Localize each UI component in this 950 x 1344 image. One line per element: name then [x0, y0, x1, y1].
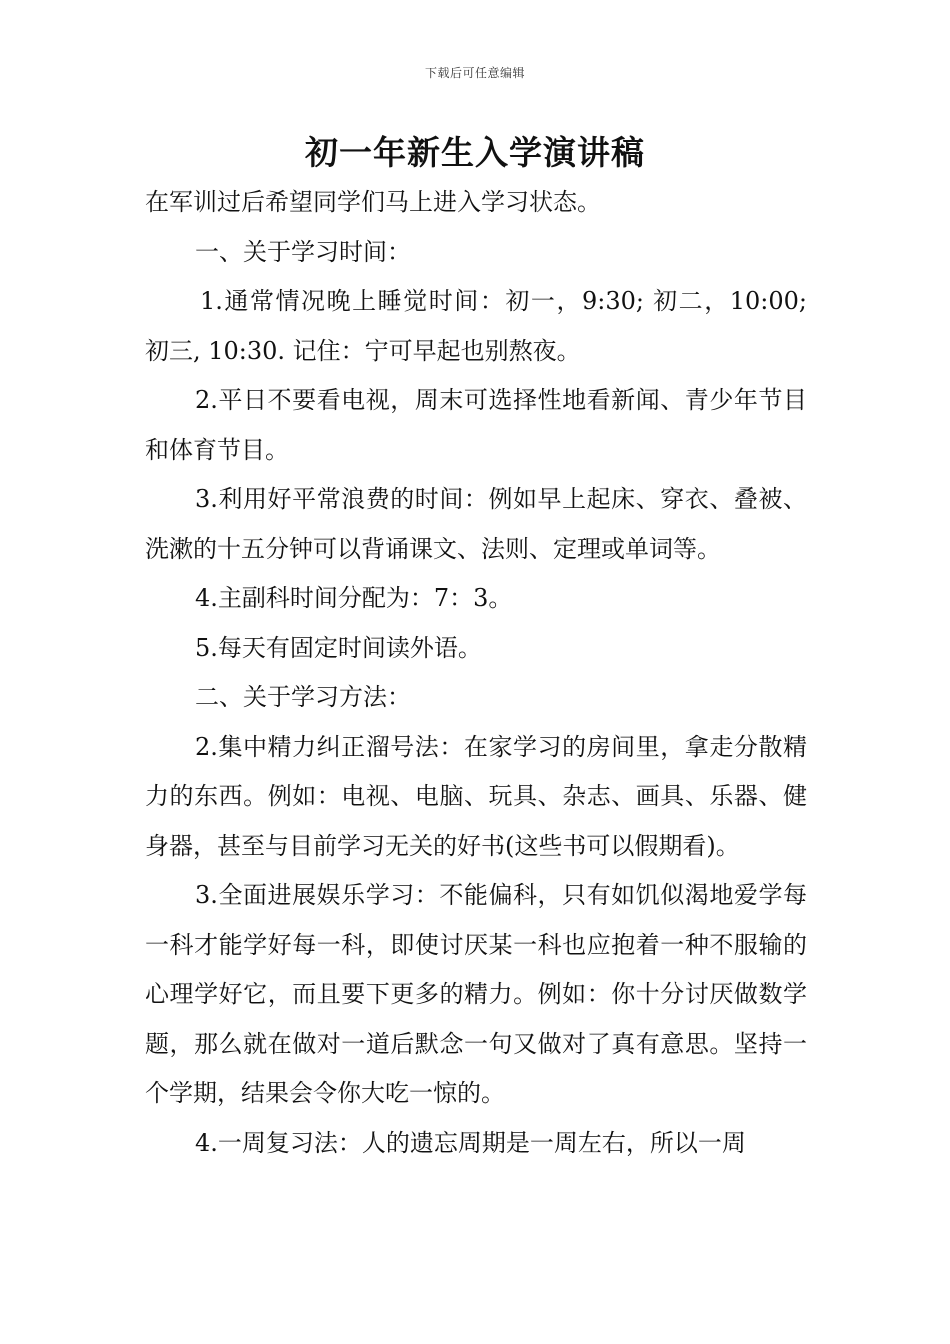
paragraph-item: 3.利用好平常浪费的时间：例如早上起床、穿衣、叠被、洗漱的十五分钟可以背诵课文、法则、定理或单词等。: [145, 485, 807, 563]
paragraph-item: 2.平日不要看电视，周末可选择性地看新闻、青少年节目和体育节目。: [145, 386, 807, 464]
header-note: 下载后可任意编辑: [424, 66, 525, 80]
paragraph-item: 4.一周复习法：人的遗忘周期是一周左右，所以一周: [195, 1128, 746, 1157]
paragraph-item: 5.每天有固定时间读外语。: [195, 633, 482, 662]
section-heading-study-method: 二、关于学习方法：: [195, 683, 411, 711]
document-body: [145, 178, 807, 1168]
paragraph-item: 2.集中精力纠正溜号法：在家学习的房间里，拿走分散精力的东西。例如：电视、电脑、玩具、杂志、画具、乐器、健身器，甚至与目前学习无关的好书(这些书可以假期看)。: [145, 732, 807, 860]
section-heading-study-time: 一、关于学习时间：: [195, 237, 411, 266]
paragraph-item: 4.主副科时间分配为：7：3。: [195, 584, 513, 612]
paragraph-item: 3.全面进展娱乐学习：不能偏科，只有如饥似渴地爱学每一科才能学好每一科，即使讨厌某一科也应抱着一种不服输的心理学好它，而且要下更多的精力。例如：你十分讨厌做数学题，那么就在做对一道后默念一句又做对了真有意思。坚持一个学期，结果会令你大吃一惊的。: [145, 881, 807, 1107]
paragraph-item: 1.通常情况晚上睡觉时间：初一，9:30; 初二，10:00; 初三, 10:30. 记住：宁可早起也别熬夜。: [145, 287, 807, 365]
paragraph-intro: 在军训过后希望同学们马上进入学习状态。: [145, 188, 601, 216]
document-title: 初一年新生入学演讲稿: [305, 133, 645, 172]
